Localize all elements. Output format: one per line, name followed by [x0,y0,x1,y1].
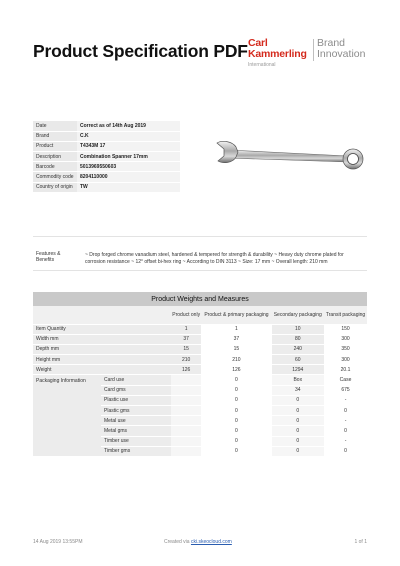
spec-value: 5013969550603 [77,162,180,172]
spec-label: Product [33,141,77,151]
cell-value: 1 [201,324,271,334]
spec-row [33,152,180,162]
weights-row [33,355,367,365]
column-header: Product & primary packaging [201,306,271,324]
cell-value: 15 [201,344,271,354]
weights-row [33,324,367,334]
cell-value: 0 [201,416,271,426]
cell-value: 0 [272,406,325,416]
spec-table [33,121,180,193]
cell-value: 0 [324,446,367,456]
cell-value: Box [272,375,325,385]
spec-value: Combination Spanner 17mm [77,152,180,162]
cell-value: 0 [324,406,367,416]
cell-value [171,416,201,426]
cell-value: 300 [324,334,367,344]
packaging-sub-label: Timber gms [101,446,171,456]
logo-divider [313,39,314,61]
cell-value: 0 [272,446,325,456]
cell-value: 210 [201,355,271,365]
packaging-row [33,375,367,385]
weights-table [33,292,367,457]
logo-slogan: Brand Innovation [317,37,366,60]
packaging-sub-label: Timber use [101,436,171,446]
cell-value: 20.1 [324,365,367,375]
spec-value: T4343M 17 [77,141,180,151]
footer-timestamp: 14 Aug 2019 13:55PM [33,539,83,545]
packaging-sub-label: Card use [101,375,171,385]
cell-value: 0 [272,426,325,436]
logo-wordmark: Carl Kammerling [248,37,307,60]
brand-logo [248,38,378,70]
cell-value: 675 [324,385,367,395]
cell-value [171,385,201,395]
spec-label: Barcode [33,162,77,172]
cell-value: 80 [272,334,325,344]
cell-value: 0 [272,416,325,426]
footer-credit-link[interactable]: cki.skeocloud.com [190,539,232,545]
cell-value [171,446,201,456]
weights-header-row [33,306,367,324]
column-header: Transit packaging [324,306,367,324]
row-label: Width mm [33,334,171,344]
cell-value: 0 [201,446,271,456]
spec-label: Country of origin [33,182,77,192]
cell-value: 0 [272,436,325,446]
spec-label: Commodity code [33,172,77,182]
cell-value [171,406,201,416]
packaging-sub-label: Card gms [101,385,171,395]
cell-value [171,395,201,405]
cell-value: 0 [272,395,325,405]
cell-value: 0 [201,426,271,436]
footer-page-number: 1 of 1 [354,539,367,545]
cell-value: Case [324,375,367,385]
spec-row [33,141,180,151]
spec-value: Correct as of 14th Aug 2019 [77,121,180,131]
cell-value: 0 [201,375,271,385]
spec-row [33,131,180,141]
cell-value: 10 [272,324,325,334]
cell-value: - [324,436,367,446]
spec-value: TW [77,182,180,192]
spec-value: C.K [77,131,180,141]
packaging-sub-label: Metal gms [101,426,171,436]
cell-value: 350 [324,344,367,354]
cell-value: 150 [324,324,367,334]
cell-value: 300 [324,355,367,365]
cell-value: 0 [201,385,271,395]
row-label: Height mm [33,355,171,365]
spec-label: Date [33,121,77,131]
cell-value: 126 [201,365,271,375]
spec-row [33,162,180,172]
cell-value: 0 [324,426,367,436]
cell-value: 126 [171,365,201,375]
logo-tagline: International [248,62,276,68]
cell-value: 37 [201,334,271,344]
footer-credit-prefix: Created via [164,539,190,545]
packaging-sub-label: Plastic use [101,395,171,405]
page-title: Product Specification PDF [33,41,248,61]
cell-value: 37 [171,334,201,344]
cell-value: 60 [272,355,325,365]
weights-row [33,334,367,344]
spec-label: Brand [33,131,77,141]
column-header: Secondary packaging [272,306,325,324]
cell-value: 210 [171,355,201,365]
cell-value: 15 [171,344,201,354]
packaging-sub-label: Plastic gms [101,406,171,416]
footer-credit [164,539,232,545]
column-header: Product only [171,306,201,324]
spec-row [33,172,180,182]
row-label: Depth mm [33,344,171,354]
cell-value [171,375,201,385]
spec-row [33,121,180,131]
cell-value: 1294 [272,365,325,375]
cell-value: 0 [201,436,271,446]
weights-row [33,365,367,375]
features-label: Features & Benefits [36,251,61,263]
cell-value: 0 [201,395,271,405]
cell-value: 34 [272,385,325,395]
cell-value [171,426,201,436]
features-section [33,236,367,271]
cell-value: - [324,416,367,426]
row-label: Item Quantity [33,324,171,334]
weights-row [33,344,367,354]
spec-value: 8204110000 [77,172,180,182]
weights-caption: Product Weights and Measures [33,292,367,306]
header-spacer [33,306,171,324]
cell-value: 1 [171,324,201,334]
packaging-sub-label: Metal use [101,416,171,426]
cell-value: - [324,395,367,405]
cell-value [171,436,201,446]
cell-value: 240 [272,344,325,354]
row-label: Weight [33,365,171,375]
spec-row [33,182,180,192]
cell-value: 0 [201,406,271,416]
spec-label: Description [33,152,77,162]
combination-spanner-image [214,139,364,175]
features-text: ~ Drop forged chrome vanadium steel, hardened & tempered for strength & durability ~ Heavy duty chrome plated for corrosion resistance ~ 12° offset bi-hex ring ~ According to DIN 3113 ~ Size: 17 mm ~ Overall length: 210 mm [85,252,344,265]
packaging-label: Packaging Information [33,375,101,457]
